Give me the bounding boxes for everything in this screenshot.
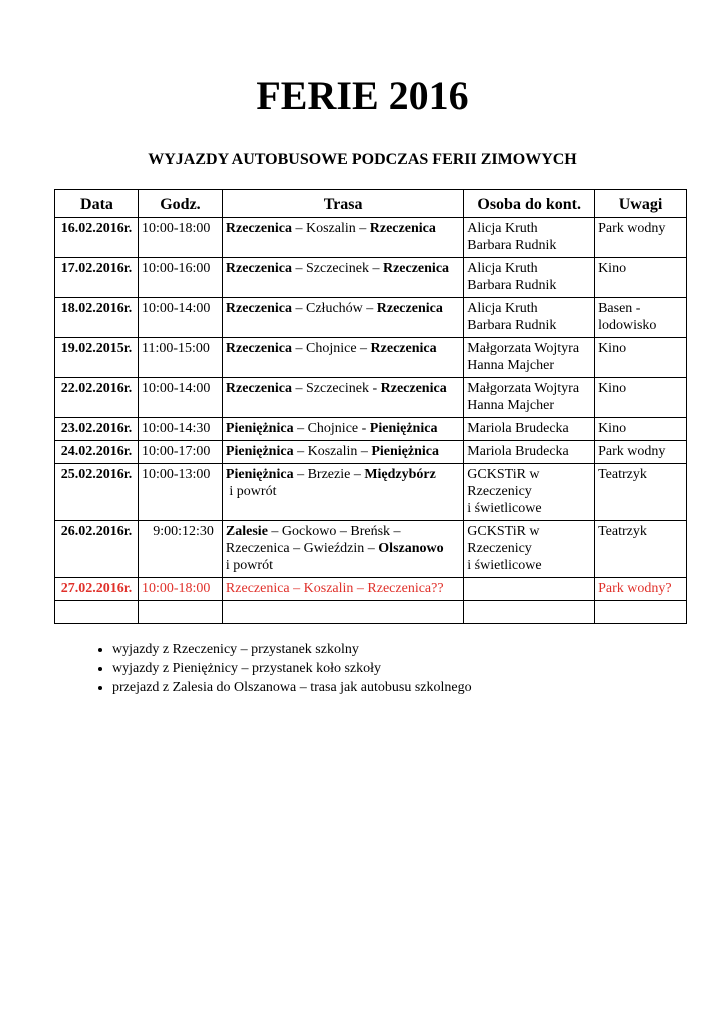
cell-route: Rzeczenica – Szczecinek - Rzeczenica bbox=[222, 378, 463, 418]
cell-time: 10:00-18:00 bbox=[138, 218, 222, 258]
cell-date: 26.02.2016r. bbox=[55, 521, 139, 578]
cell-route: Pieniężnica – Chojnice - Pieniężnica bbox=[222, 418, 463, 441]
cell-time: 10:00-18:00 bbox=[138, 578, 222, 601]
cell-route: Pieniężnica – Koszalin – Pieniężnica bbox=[222, 441, 463, 464]
cell-time: 10:00-13:00 bbox=[138, 464, 222, 521]
cell-route: Rzeczenica – Szczecinek – Rzeczenica bbox=[222, 258, 463, 298]
table-row bbox=[55, 218, 687, 258]
cell-route: Zalesie – Gockowo – Breńsk – Rzeczenica – Gwieździn – Olszanowo i powrót bbox=[222, 521, 463, 578]
cell-notes: Basen - lodowisko bbox=[595, 298, 687, 338]
cell-contact bbox=[464, 601, 595, 624]
cell-route: Rzeczenica – Koszalin – Rzeczenica bbox=[222, 218, 463, 258]
cell-time: 10:00-14:00 bbox=[138, 378, 222, 418]
header-route: Trasa bbox=[222, 190, 463, 218]
table-row bbox=[55, 441, 687, 464]
cell-route bbox=[222, 601, 463, 624]
cell-contact: Małgorzata Wojtyra Hanna Majcher bbox=[464, 378, 595, 418]
table-row bbox=[55, 298, 687, 338]
cell-notes: Kino bbox=[595, 378, 687, 418]
header-contact: Osoba do kont. bbox=[464, 190, 595, 218]
page-subtitle: WYJAZDY AUTOBUSOWE PODCZAS FERII ZIMOWYCH bbox=[148, 151, 577, 168]
cell-contact: GCKSTiR w Rzeczenicy i świetlicowe bbox=[464, 464, 595, 521]
cell-notes: Park wodny? bbox=[595, 578, 687, 601]
list-item: • wyjazdy z Pieniężnicy – przystanek koło szkoły bbox=[112, 659, 472, 678]
cell-notes: Park wodny bbox=[595, 218, 687, 258]
cell-contact: Alicja Kruth Barbara Rudnik bbox=[464, 298, 595, 338]
cell-time: 10:00-16:00 bbox=[138, 258, 222, 298]
table-row bbox=[55, 338, 687, 378]
cell-date: 22.02.2016r. bbox=[55, 378, 139, 418]
cell-date: 17.02.2016r. bbox=[55, 258, 139, 298]
table-row bbox=[55, 378, 687, 418]
cell-notes: Kino bbox=[595, 258, 687, 298]
cell-time: 10:00-17:00 bbox=[138, 441, 222, 464]
cell-route: Rzeczenica – Koszalin – Rzeczenica?? bbox=[222, 578, 463, 601]
cell-date: 19.02.2015r. bbox=[55, 338, 139, 378]
cell-time bbox=[138, 601, 222, 624]
cell-date: 27.02.2016r. bbox=[55, 578, 139, 601]
schedule-table bbox=[54, 189, 687, 624]
table-row bbox=[55, 464, 687, 521]
table-row bbox=[55, 521, 687, 578]
header-date: Data bbox=[55, 190, 139, 218]
cell-contact: Alicja Kruth Barbara Rudnik bbox=[464, 258, 595, 298]
cell-notes: Teatrzyk bbox=[595, 464, 687, 521]
table-row bbox=[55, 258, 687, 298]
cell-time: 11:00-15:00 bbox=[138, 338, 222, 378]
cell-notes: Kino bbox=[595, 418, 687, 441]
table-row bbox=[55, 418, 687, 441]
cell-time: 10:00-14:00 bbox=[138, 298, 222, 338]
list-item: • przejazd z Zalesia do Olszanowa – trasa jak autobusu szkolnego bbox=[112, 678, 472, 697]
cell-date: 24.02.2016r. bbox=[55, 441, 139, 464]
cell-date: 16.02.2016r. bbox=[55, 218, 139, 258]
cell-date: 23.02.2016r. bbox=[55, 418, 139, 441]
cell-notes: Kino bbox=[595, 338, 687, 378]
cell-date: 18.02.2016r. bbox=[55, 298, 139, 338]
cell-contact: Małgorzata Wojtyra Hanna Majcher bbox=[464, 338, 595, 378]
cell-time: 9:00:12:30 bbox=[138, 521, 222, 578]
table-row bbox=[55, 578, 687, 601]
cell-time: 10:00-14:30 bbox=[138, 418, 222, 441]
cell-date bbox=[55, 601, 139, 624]
cell-notes: Teatrzyk bbox=[595, 521, 687, 578]
cell-notes: Park wodny bbox=[595, 441, 687, 464]
cell-notes bbox=[595, 601, 687, 624]
table-header-row bbox=[55, 190, 687, 218]
cell-contact: GCKSTiR w Rzeczenicy i świetlicowe bbox=[464, 521, 595, 578]
header-time: Godz. bbox=[138, 190, 222, 218]
cell-contact: Mariola Brudecka bbox=[464, 418, 595, 441]
table-row-empty bbox=[55, 601, 687, 624]
cell-date: 25.02.2016r. bbox=[55, 464, 139, 521]
cell-route: Rzeczenica – Człuchów – Rzeczenica bbox=[222, 298, 463, 338]
cell-contact bbox=[464, 578, 595, 601]
cell-route: Pieniężnica – Brzezie – Międzybórz i powrót bbox=[222, 464, 463, 521]
cell-contact: Alicja Kruth Barbara Rudnik bbox=[464, 218, 595, 258]
cell-contact: Mariola Brudecka bbox=[464, 441, 595, 464]
page-title: FERIE 2016 bbox=[256, 73, 469, 118]
notes-list bbox=[90, 640, 472, 697]
cell-route: Rzeczenica – Chojnice – Rzeczenica bbox=[222, 338, 463, 378]
list-item: • wyjazdy z Rzeczenicy – przystanek szkolny bbox=[112, 640, 472, 659]
header-notes: Uwagi bbox=[595, 190, 687, 218]
